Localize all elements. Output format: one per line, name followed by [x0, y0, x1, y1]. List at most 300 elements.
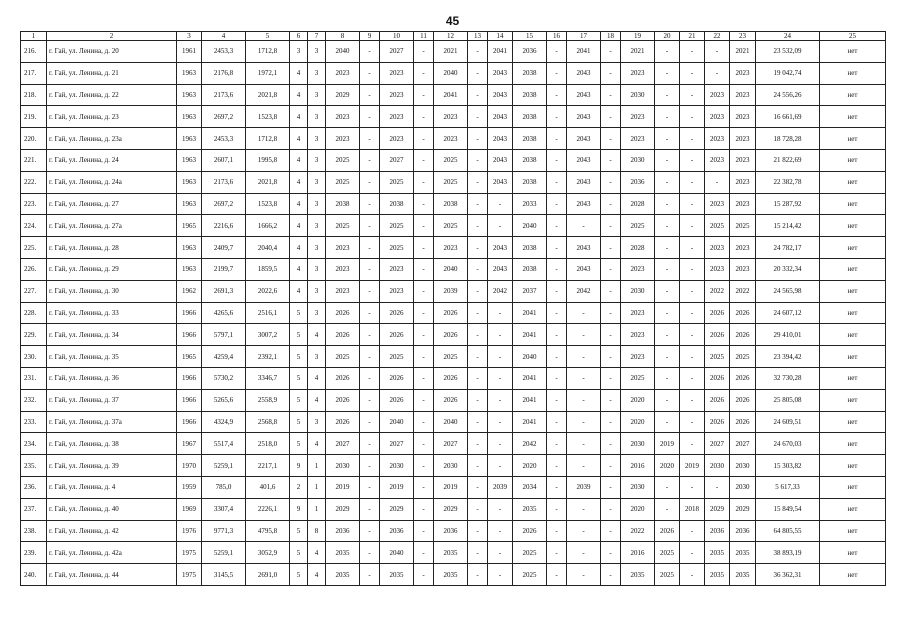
table-cell: 2030	[621, 280, 655, 302]
table-cell: -	[488, 302, 513, 324]
table-cell: 32 730,28	[756, 367, 820, 389]
column-number-header: 6	[290, 32, 308, 41]
table-cell: 2043	[567, 62, 601, 84]
table-cell: 2023	[730, 106, 756, 128]
table-cell: 16 661,69	[756, 106, 820, 128]
table-cell: 2025	[380, 171, 414, 193]
table-cell: 4	[308, 389, 326, 411]
address-cell: г. Гай, ул. Ленина, д. 4	[47, 476, 177, 498]
table-cell: 5265,6	[202, 389, 246, 411]
table-cell: 5797,1	[202, 324, 246, 346]
table-cell: 4	[308, 324, 326, 346]
table-cell: -	[360, 542, 380, 564]
address-cell: г. Гай, ул. Ленина, д. 40	[47, 498, 177, 520]
table-cell: -	[360, 149, 380, 171]
table-cell: 2025	[434, 346, 468, 368]
column-number-header: 17	[567, 32, 601, 41]
table-cell: 2607,1	[202, 149, 246, 171]
table-cell: -	[488, 389, 513, 411]
table-cell: 2035	[326, 564, 360, 586]
table-cell: 2043	[488, 237, 513, 259]
table-cell: -	[601, 389, 621, 411]
table-cell: 2022	[705, 280, 730, 302]
table-cell: -	[680, 41, 705, 63]
table-cell: 2023	[730, 128, 756, 150]
table-cell: 2018	[680, 498, 705, 520]
table-cell: 2199,7	[202, 258, 246, 280]
table-cell: 2040,4	[246, 237, 290, 259]
address-cell: г. Гай, ул. Ленина, д. 33	[47, 302, 177, 324]
table-cell: 2029	[730, 498, 756, 520]
table-cell: 15 849,54	[756, 498, 820, 520]
table-cell: 2030	[434, 455, 468, 477]
table-cell: 2035	[380, 564, 414, 586]
table-cell: 2023	[380, 62, 414, 84]
table-cell: -	[547, 564, 567, 586]
table-cell: -	[680, 302, 705, 324]
address-cell: г. Гай, ул. Ленина, д. 20	[47, 41, 177, 63]
table-cell: 1995,8	[246, 149, 290, 171]
row-number-cell: 220.	[21, 128, 47, 150]
table-cell: 2026	[326, 367, 360, 389]
table-cell: 38 893,19	[756, 542, 820, 564]
table-cell: 2025	[621, 367, 655, 389]
table-cell: -	[655, 476, 680, 498]
table-cell: -	[705, 41, 730, 63]
table-cell: 23 394,42	[756, 346, 820, 368]
table-cell: 9	[290, 455, 308, 477]
column-number-header: 8	[326, 32, 360, 41]
row-number-cell: 222.	[21, 171, 47, 193]
table-cell: 2558,9	[246, 389, 290, 411]
table-cell: 2023	[326, 280, 360, 302]
table-cell: -	[414, 84, 434, 106]
table-cell: -	[567, 324, 601, 346]
table-row	[21, 346, 886, 368]
table-cell: 2020	[621, 411, 655, 433]
table-cell: 2023	[730, 149, 756, 171]
table-cell: 24 670,03	[756, 433, 820, 455]
table-cell: 3	[308, 280, 326, 302]
table-cell: -	[547, 346, 567, 368]
table-cell: 4	[290, 193, 308, 215]
column-number-header: 3	[177, 32, 202, 41]
table-cell: 2036	[513, 41, 547, 63]
row-number-cell: 228.	[21, 302, 47, 324]
table-cell: 2029	[705, 498, 730, 520]
table-cell: -	[567, 389, 601, 411]
table-cell: -	[547, 41, 567, 63]
table-cell: -	[488, 367, 513, 389]
table-cell: -	[414, 215, 434, 237]
row-number-cell: 239.	[21, 542, 47, 564]
table-cell: 401,6	[246, 476, 290, 498]
table-cell: 2026	[705, 389, 730, 411]
table-cell: -	[601, 62, 621, 84]
table-cell: -	[488, 520, 513, 542]
table-cell: -	[414, 62, 434, 84]
table-cell: 2691,0	[246, 564, 290, 586]
row-number-cell: 236.	[21, 476, 47, 498]
table-cell: 2026	[326, 302, 360, 324]
table-cell: 2023	[380, 280, 414, 302]
table-cell: 2023	[380, 106, 414, 128]
table-cell: -	[601, 455, 621, 477]
table-cell: нет	[820, 498, 886, 520]
table-cell: 24 607,12	[756, 302, 820, 324]
table-cell: -	[468, 193, 488, 215]
table-cell: 2025	[326, 215, 360, 237]
table-cell: 2027	[380, 41, 414, 63]
table-cell: 1966	[177, 324, 202, 346]
table-cell: -	[567, 367, 601, 389]
table-cell: 2041	[513, 367, 547, 389]
table-cell: -	[414, 106, 434, 128]
table-cell: -	[705, 476, 730, 498]
table-cell: 2023	[730, 84, 756, 106]
table-cell: 2023	[434, 237, 468, 259]
table-cell: 1970	[177, 455, 202, 477]
table-cell: 2216,6	[202, 215, 246, 237]
table-cell: -	[468, 324, 488, 346]
table-cell: 5	[290, 302, 308, 324]
table-cell: 3	[308, 302, 326, 324]
table-cell: 2026	[380, 324, 414, 346]
table-cell: 2041	[513, 411, 547, 433]
table-cell: 1	[308, 455, 326, 477]
table-cell: -	[360, 258, 380, 280]
table-cell: 2023	[434, 106, 468, 128]
table-cell: -	[414, 280, 434, 302]
table-cell: -	[655, 258, 680, 280]
table-cell: -	[468, 411, 488, 433]
table-cell: 2016	[621, 542, 655, 564]
table-cell: 2025	[621, 215, 655, 237]
table-cell: 2043	[488, 106, 513, 128]
column-number-header: 14	[488, 32, 513, 41]
table-row	[21, 542, 886, 564]
table-cell: 2019	[655, 433, 680, 455]
address-cell: г. Гай, ул. Ленина, д. 38	[47, 433, 177, 455]
table-cell: 2039	[434, 280, 468, 302]
row-number-cell: 218.	[21, 84, 47, 106]
table-cell: 22 382,78	[756, 171, 820, 193]
table-cell: -	[601, 280, 621, 302]
table-cell: 4265,6	[202, 302, 246, 324]
table-cell: -	[601, 367, 621, 389]
table-cell: 2041	[513, 389, 547, 411]
table-cell: -	[655, 193, 680, 215]
table-cell: 18 728,28	[756, 128, 820, 150]
table-cell: -	[468, 41, 488, 63]
column-number-header: 2	[47, 32, 177, 41]
table-cell: -	[680, 62, 705, 84]
table-row	[21, 476, 886, 498]
table-cell: 2026	[705, 411, 730, 433]
table-cell: -	[468, 346, 488, 368]
row-number-cell: 232.	[21, 389, 47, 411]
table-cell: -	[547, 258, 567, 280]
table-cell: -	[414, 171, 434, 193]
table-cell: -	[567, 520, 601, 542]
table-cell: -	[414, 498, 434, 520]
table-cell: 1963	[177, 193, 202, 215]
table-cell: 2019	[326, 476, 360, 498]
table-cell: 2026	[513, 520, 547, 542]
table-cell: нет	[820, 411, 886, 433]
table-cell: 2026	[326, 389, 360, 411]
table-cell: 1	[308, 498, 326, 520]
table-cell: -	[360, 41, 380, 63]
table-cell: 2035	[621, 564, 655, 586]
table-cell: 2026	[434, 302, 468, 324]
table-cell: нет	[820, 346, 886, 368]
table-cell: -	[468, 455, 488, 477]
table-row	[21, 367, 886, 389]
table-cell: -	[547, 498, 567, 520]
table-cell: 2040	[326, 41, 360, 63]
table-cell: 1961	[177, 41, 202, 63]
table-cell: 64 805,55	[756, 520, 820, 542]
table-cell: -	[655, 302, 680, 324]
table-cell: 2026	[705, 302, 730, 324]
table-cell: -	[468, 128, 488, 150]
table-cell: 1963	[177, 171, 202, 193]
table-cell: 2023	[326, 62, 360, 84]
table-row	[21, 564, 886, 586]
table-cell: 2040	[380, 542, 414, 564]
table-cell: 1963	[177, 106, 202, 128]
table-cell: нет	[820, 520, 886, 542]
table-cell: 24 609,51	[756, 411, 820, 433]
table-cell: 5	[290, 324, 308, 346]
table-cell: нет	[820, 324, 886, 346]
table-cell: -	[680, 106, 705, 128]
table-cell: 24 556,26	[756, 84, 820, 106]
table-cell: 4	[290, 106, 308, 128]
table-cell: нет	[820, 84, 886, 106]
table-cell: -	[547, 476, 567, 498]
table-cell: 2030	[730, 455, 756, 477]
table-cell: 2039	[567, 476, 601, 498]
table-cell: 2026	[434, 324, 468, 346]
table-cell: -	[601, 128, 621, 150]
table-row	[21, 128, 886, 150]
table-cell: 2025	[705, 346, 730, 368]
column-number-header: 15	[513, 32, 547, 41]
table-cell: 2030	[621, 433, 655, 455]
table-cell: -	[601, 346, 621, 368]
address-cell: г. Гай, ул. Ленина, д. 30	[47, 280, 177, 302]
table-cell: -	[547, 171, 567, 193]
table-cell: -	[567, 302, 601, 324]
table-cell: 3	[308, 258, 326, 280]
table-cell: 2036	[326, 520, 360, 542]
table-cell: 2026	[380, 367, 414, 389]
table-cell: 1966	[177, 302, 202, 324]
column-number-header: 11	[414, 32, 434, 41]
column-number-header: 5	[246, 32, 290, 41]
table-cell: -	[468, 542, 488, 564]
table-cell: 1975	[177, 542, 202, 564]
table-cell: 2409,7	[202, 237, 246, 259]
row-number-cell: 231.	[21, 367, 47, 389]
table-cell: 2027	[380, 149, 414, 171]
table-cell: нет	[820, 302, 886, 324]
table-cell: 2019	[680, 455, 705, 477]
table-cell: 3	[308, 237, 326, 259]
table-cell: 36 362,31	[756, 564, 820, 586]
table-cell: -	[547, 302, 567, 324]
row-number-cell: 217.	[21, 62, 47, 84]
housing-register-table	[20, 31, 886, 586]
table-cell: -	[655, 324, 680, 346]
table-cell: 2023	[730, 171, 756, 193]
table-cell: 2022,6	[246, 280, 290, 302]
table-cell: -	[680, 258, 705, 280]
table-cell: 1972,1	[246, 62, 290, 84]
table-cell: 2023	[730, 237, 756, 259]
table-cell: 2023	[380, 84, 414, 106]
table-cell: -	[468, 149, 488, 171]
address-cell: г. Гай, ул. Ленина, д. 28	[47, 237, 177, 259]
table-cell: 2030	[621, 84, 655, 106]
table-cell: 2026	[380, 389, 414, 411]
table-cell: -	[705, 171, 730, 193]
table-cell: 2025	[655, 542, 680, 564]
table-cell: 2035	[730, 542, 756, 564]
table-cell: 2027	[730, 433, 756, 455]
table-cell: -	[680, 280, 705, 302]
table-cell: 2026	[326, 324, 360, 346]
table-cell: -	[601, 171, 621, 193]
table-cell: -	[680, 84, 705, 106]
table-cell: 2022	[621, 520, 655, 542]
table-cell: -	[488, 215, 513, 237]
table-cell: 2392,1	[246, 346, 290, 368]
table-cell: 2040	[434, 258, 468, 280]
table-cell: 2023	[621, 128, 655, 150]
table-cell: 2020	[621, 389, 655, 411]
table-cell: 2038	[513, 84, 547, 106]
table-cell: 2038	[513, 171, 547, 193]
table-cell: 2036	[434, 520, 468, 542]
table-cell: 2039	[488, 476, 513, 498]
table-cell: 3	[308, 411, 326, 433]
table-cell: 2035	[513, 498, 547, 520]
table-cell: -	[414, 128, 434, 150]
table-cell: 3145,5	[202, 564, 246, 586]
table-cell: 2029	[326, 498, 360, 520]
table-cell: 4	[308, 433, 326, 455]
address-cell: г. Гай, ул. Ленина, д. 23	[47, 106, 177, 128]
table-row	[21, 433, 886, 455]
table-cell: 2030	[621, 476, 655, 498]
table-cell: 2038	[513, 258, 547, 280]
column-number-header: 10	[380, 32, 414, 41]
table-cell: 2043	[488, 62, 513, 84]
table-cell: 3007,2	[246, 324, 290, 346]
table-body	[21, 32, 886, 586]
table-cell: 2023	[730, 258, 756, 280]
table-cell: -	[680, 215, 705, 237]
table-cell: 2035	[730, 564, 756, 586]
table-cell: 2023	[326, 106, 360, 128]
table-cell: 2023	[621, 62, 655, 84]
table-cell: -	[360, 237, 380, 259]
table-cell: нет	[820, 128, 886, 150]
table-cell: 2023	[705, 237, 730, 259]
table-cell: 2026	[434, 389, 468, 411]
address-cell: г. Гай, ул. Ленина, д. 37	[47, 389, 177, 411]
table-cell: -	[601, 84, 621, 106]
table-cell: 2021,8	[246, 171, 290, 193]
table-cell: 3	[308, 149, 326, 171]
column-number-header: 13	[468, 32, 488, 41]
table-cell: 4	[308, 367, 326, 389]
table-cell: -	[360, 215, 380, 237]
table-cell: -	[547, 389, 567, 411]
table-cell: 2016	[621, 455, 655, 477]
row-number-cell: 229.	[21, 324, 47, 346]
table-cell: -	[488, 564, 513, 586]
table-cell: -	[547, 280, 567, 302]
table-cell: -	[468, 106, 488, 128]
table-cell: -	[468, 433, 488, 455]
table-cell: 5259,1	[202, 455, 246, 477]
table-cell: -	[601, 106, 621, 128]
table-cell: 2043	[567, 237, 601, 259]
table-cell: 2691,3	[202, 280, 246, 302]
address-cell: г. Гай, ул. Ленина, д. 24	[47, 149, 177, 171]
table-cell: -	[680, 149, 705, 171]
table-row	[21, 171, 886, 193]
table-cell: 1859,5	[246, 258, 290, 280]
table-cell: -	[567, 498, 601, 520]
table-cell: 4	[290, 128, 308, 150]
table-cell: 2026	[705, 367, 730, 389]
table-cell: -	[468, 215, 488, 237]
table-cell: 2021,8	[246, 84, 290, 106]
table-cell: 2038	[513, 149, 547, 171]
table-cell: 3346,7	[246, 367, 290, 389]
table-cell: 1963	[177, 149, 202, 171]
table-cell: 3	[308, 106, 326, 128]
row-number-cell: 238.	[21, 520, 47, 542]
table-cell: -	[680, 324, 705, 346]
table-cell: 2023	[621, 302, 655, 324]
table-cell: 2020	[621, 498, 655, 520]
table-cell: нет	[820, 564, 886, 586]
table-cell: -	[655, 237, 680, 259]
table-cell: 4	[290, 62, 308, 84]
table-cell: -	[360, 106, 380, 128]
table-cell: -	[567, 455, 601, 477]
table-cell: 2038	[513, 62, 547, 84]
row-number-cell: 225.	[21, 237, 47, 259]
table-cell: 3	[308, 171, 326, 193]
table-cell: -	[360, 498, 380, 520]
table-cell: 4	[290, 258, 308, 280]
table-cell: 2023	[705, 128, 730, 150]
table-cell: 2033	[513, 193, 547, 215]
table-cell: 2025	[705, 215, 730, 237]
table-cell: 1963	[177, 258, 202, 280]
table-cell: -	[567, 215, 601, 237]
table-cell: -	[468, 258, 488, 280]
table-cell: нет	[820, 149, 886, 171]
table-cell: 2030	[705, 455, 730, 477]
